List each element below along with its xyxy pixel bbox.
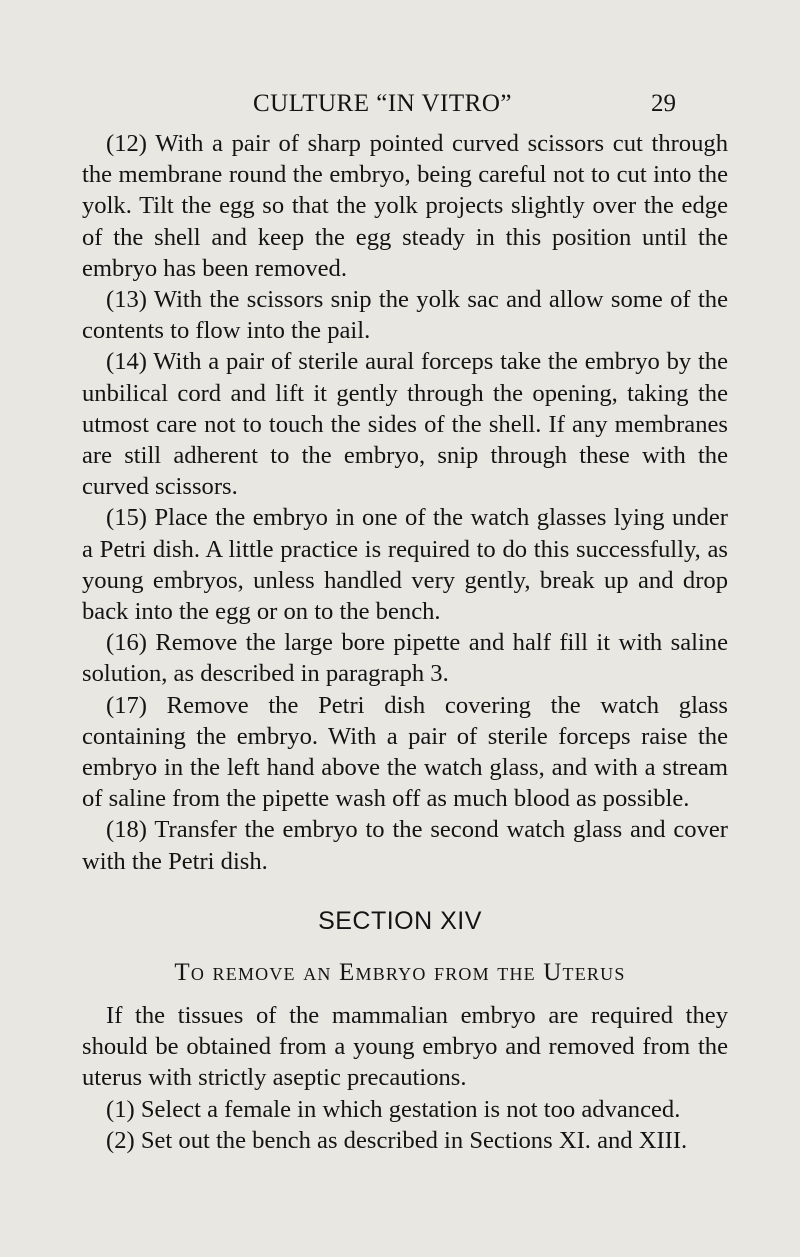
step-17: (17) Remove the Petri dish covering the watch glass containing the embryo. With a pair of sterile forceps raise the embryo in the left hand above the watch glass, and with a stream of saline from the pipette wash off as much blood as possible. — [82, 691, 728, 813]
procedure-steps-continued — [82, 128, 728, 877]
section-subheading: To remove an Embryo from the Uterus — [174, 959, 626, 986]
step-14: (14) With a pair of sterile aural forceps take the embryo by the unbilical cord and lift it gently through the opening, taking the utmost care not to touch the sides of the shell. If any membranes are still adherent to the embryo, snip through these with the curved scissors. — [82, 348, 728, 501]
step-16: (16) Remove the large bore pipette and half fill it with saline solution, as described in paragraph 3. — [82, 629, 728, 688]
step-18: (18) Transfer the embryo to the second watch glass and cover with the Petri dish. — [82, 816, 728, 875]
section-xiv-steps — [82, 1000, 728, 1156]
step-15: (15) Place the embryo in one of the watch glasses lying under a Petri dish. A little practice is required to do this successfully, as young embryos, unless handled very gently, break up and drop back into the egg or on to the bench. — [82, 504, 728, 626]
running-title: CULTURE “IN VITRO” — [253, 90, 512, 117]
running-head — [0, 86, 800, 122]
page-number: 29 — [651, 90, 676, 117]
intro-paragraph: If the tissues of the mammalian embryo are required they should be obtained from a young embryo and removed from the uterus with strictly aseptic precautions. — [82, 1002, 728, 1092]
step-1: (1) Select a female in which gestation is not too advanced. — [106, 1095, 681, 1123]
step-13: (13) With the scissors snip the yolk sac and allow some of the contents to flow into the pail. — [82, 286, 728, 345]
step-12: (12) With a pair of sharp pointed curved scissors cut through the membrane round the embryo, being careful not to cut into the yolk. Tilt the egg so that the yolk projects slightly over the edge of the shell and keep the egg steady in this position until the embryo has been removed. — [82, 130, 728, 282]
step-2: (2) Set out the bench as described in Sections XI. and XIII. — [106, 1126, 688, 1154]
section-heading: SECTION XIV — [318, 907, 482, 935]
